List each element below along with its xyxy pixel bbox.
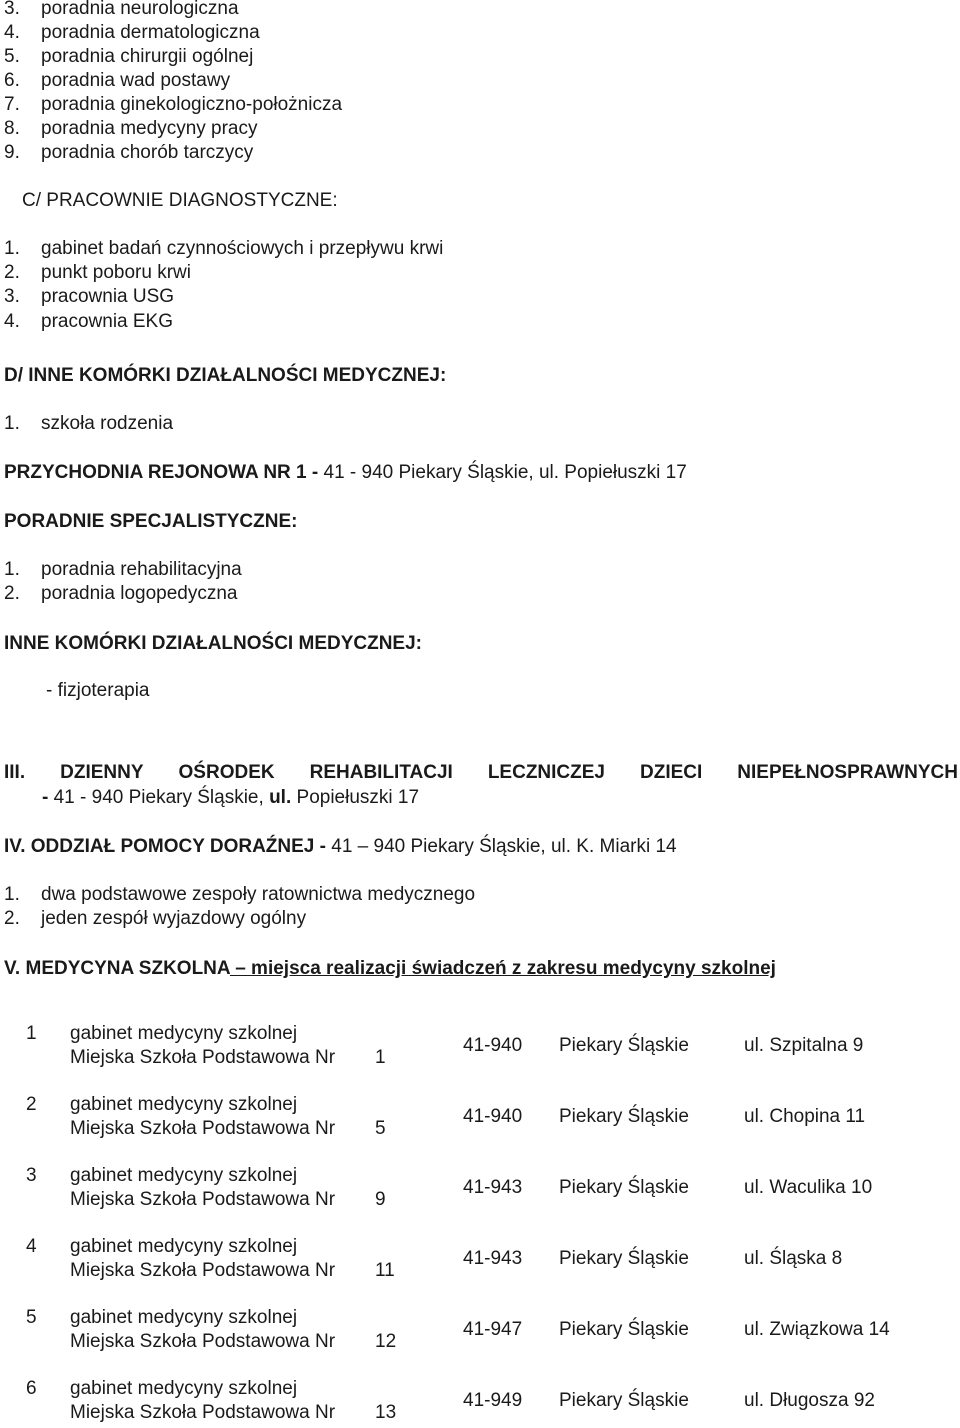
table-row <box>0 1307 960 1357</box>
cell-street: ul. Długosza 92 <box>744 1390 875 1411</box>
section-3-word: NIEPEŁNOSPRAWNYCH <box>737 762 958 783</box>
section-3-word: DZIECI <box>640 762 703 783</box>
przychodnia-address: 41 - 940 Piekary Śląskie, ul. Popiełuszki 17 <box>323 462 687 483</box>
row-number: 2 <box>26 1094 37 1115</box>
cell-school-no: 11 <box>375 1260 395 1281</box>
cell-type: gabinet medycyny szkolnej <box>70 1165 298 1186</box>
cell-postal: 41-949 <box>463 1390 523 1411</box>
cell-type: gabinet medycyny szkolnej <box>70 1378 298 1399</box>
przychodnia-heading <box>4 462 687 484</box>
other-units-heading: INNE KOMÓRKI DZIAŁALNOŚCI MEDYCZNEJ: <box>4 633 422 654</box>
section-3-heading <box>4 762 958 784</box>
row-number: 4 <box>26 1236 37 1257</box>
row-number: 3 <box>26 1165 37 1186</box>
cell-postal: 41-940 <box>463 1035 523 1056</box>
cell-city: Piekary Śląskie <box>559 1248 689 1269</box>
cell-type: gabinet medycyny szkolnej <box>70 1307 298 1328</box>
cell-type: gabinet medycyny szkolnej <box>70 1236 298 1257</box>
cell-school-no: 9 <box>375 1189 386 1210</box>
cell-type: gabinet medycyny szkolnej <box>70 1023 298 1044</box>
cell-school: Miejska Szkoła Podstawowa Nr <box>70 1260 336 1281</box>
cell-school-no: 13 <box>375 1402 397 1423</box>
section-4-address: 41 – 940 Piekary Śląskie, ul. K. Miarki 14 <box>331 836 677 857</box>
section-5-prefix: V. MEDYCYNA SZKOLNA <box>4 958 230 979</box>
section-3-word: OŚRODEK <box>178 762 275 783</box>
table-row <box>0 1023 960 1073</box>
row-number: 5 <box>26 1307 37 1328</box>
section-5-heading <box>4 958 776 980</box>
cell-street: ul. Szpitalna 9 <box>744 1035 864 1056</box>
cell-school: Miejska Szkoła Podstawowa Nr <box>70 1402 336 1423</box>
specialist-heading: PORADNIE SPECJALISTYCZNE: <box>4 511 298 532</box>
cell-school: Miejska Szkoła Podstawowa Nr <box>70 1047 336 1068</box>
section-5-rest: miejsca realizacji świadczeń z zakresu medycyny szkolnej <box>251 958 776 979</box>
cell-postal: 41-943 <box>463 1248 523 1269</box>
cell-school: Miejska Szkoła Podstawowa Nr <box>70 1189 336 1210</box>
cell-city: Piekary Śląskie <box>559 1106 689 1127</box>
cell-type: gabinet medycyny szkolnej <box>70 1094 298 1115</box>
cell-school-no: 5 <box>375 1118 386 1139</box>
cell-street: ul. Śląska 8 <box>744 1248 843 1269</box>
section-3-word: III. <box>4 762 26 783</box>
other-unit-item: - fizjoterapia <box>46 680 150 701</box>
table-row <box>0 1094 960 1144</box>
cell-city: Piekary Śląskie <box>559 1177 689 1198</box>
cell-school: Miejska Szkoła Podstawowa Nr <box>70 1331 336 1352</box>
section-c-heading: C/ PRACOWNIE DIAGNOSTYCZNE: <box>22 190 338 211</box>
table-row <box>0 1165 960 1215</box>
section-3-word: REHABILITACJI <box>309 762 453 783</box>
cell-street: ul. Związkowa 14 <box>744 1319 890 1340</box>
section-4-title: IV. ODDZIAŁ POMOCY DORAŹNEJ - <box>4 836 326 857</box>
cell-school-no: 12 <box>375 1331 397 1352</box>
table-row <box>0 1236 960 1286</box>
row-number: 1 <box>26 1023 37 1044</box>
section-4-heading <box>4 836 677 858</box>
cell-postal: 41-940 <box>463 1106 523 1127</box>
przychodnia-title: PRZYCHODNIA REJONOWA NR 1 - <box>4 462 319 483</box>
cell-city: Piekary Śląskie <box>559 1319 689 1340</box>
cell-school: Miejska Szkoła Podstawowa Nr <box>70 1118 336 1139</box>
cell-street: ul. Chopina 11 <box>744 1106 866 1127</box>
cell-street: ul. Waculika 10 <box>744 1177 873 1198</box>
section-d-heading: D/ INNE KOMÓRKI DZIAŁALNOŚCI MEDYCZNEJ: <box>4 365 447 386</box>
cell-postal: 41-947 <box>463 1319 523 1340</box>
section-3-word: LECZNICZEJ <box>487 762 606 783</box>
section-3-address: - 41 - 940 Piekary Śląskie, ul. Popiełuszki 17 <box>42 787 420 808</box>
table-row <box>0 1378 960 1428</box>
cell-postal: 41-943 <box>463 1177 523 1198</box>
section-3-word: DZIENNY <box>60 762 144 783</box>
row-number: 6 <box>26 1378 37 1399</box>
cell-school-no: 1 <box>375 1047 386 1068</box>
cell-city: Piekary Śląskie <box>559 1035 689 1056</box>
cell-city: Piekary Śląskie <box>559 1390 689 1411</box>
section-5-dash: – <box>229 958 252 979</box>
